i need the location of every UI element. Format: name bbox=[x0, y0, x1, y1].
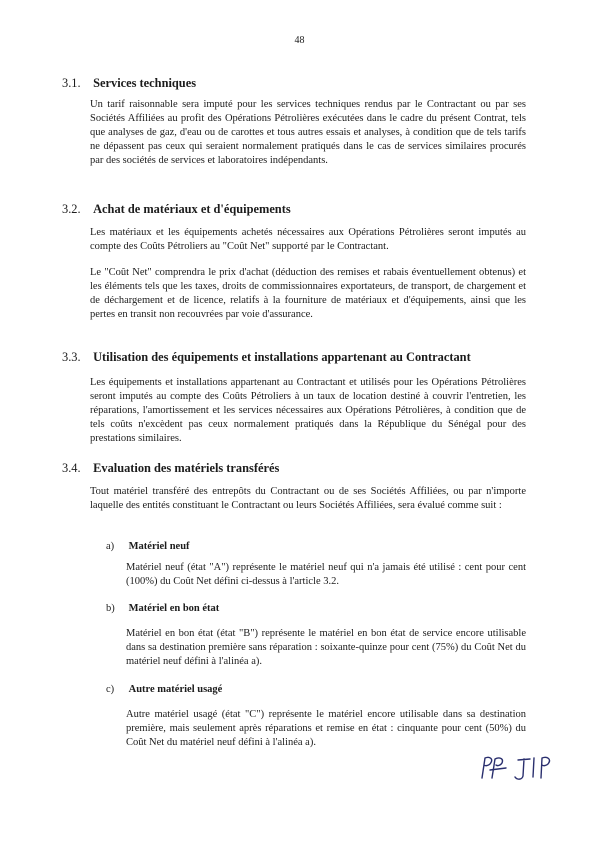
subsection-title: Matériel neuf bbox=[128, 541, 190, 552]
subsection-letter: a) bbox=[106, 541, 115, 552]
section-title: Utilisation des équipements et installations appartenant au Contractant bbox=[93, 350, 471, 364]
section-3-3-paragraph: Les équipements et installations appartenant au Contractant et utilisés pour les Opérations Pétrolières seront imputés au compte des Coûts Pétroliers à un taux de location destiné à couvrir l'entretien, les réparations, l'amortissement et les services nécessaires aux Opérations Pétrolières, à condition que de tels coûts n'excèdent pas ceux normalement pratiqués dans la République du Sénégal pour des prestations similaires. bbox=[90, 377, 526, 445]
section-3-2-paragraph-1: Les matériaux et les équipements achetés nécessaires aux Opérations Pétrolières seront imputés au compte des Coûts Pétroliers au "Coût Net" supporté par le Contractant. bbox=[90, 227, 526, 253]
section-number: 3.1. bbox=[62, 76, 81, 90]
handwritten-initials bbox=[478, 752, 560, 784]
subsection-a-text: Matériel neuf (état "A") représente le matériel neuf qui n'a jamais été utilisé : cent pour cent (100%) du Coût Net défini ci-dessus à l'article 3.2. bbox=[126, 562, 526, 588]
subsection-letter: c) bbox=[106, 684, 115, 695]
subsection-title: Autre matériel usagé bbox=[128, 684, 223, 695]
subsection-c-text: Autre matériel usagé (état "C") représente le matériel encore utilisable dans sa destination première, mais seulement après réparations et remise en état : cinquante pour cent (50%) du Coût Net du matériel neuf défini à l'alinéa a). bbox=[126, 709, 526, 749]
section-heading-3-3 bbox=[62, 350, 471, 365]
section-3-1-paragraph: Un tarif raisonnable sera imputé pour les services techniques rendus par le Contractant ou par ses Sociétés Affiliées au profit des Opérations Pétrolières exécutées dans le cadre du présent Contrat, tels que analyses de gaz, d'eau ou de carottes et tous autres essais et analyses, à condition que de tels tarifs ne dépassent pas ceux qui seraient normalement pratiqués dans le cas de services similaires procurés par des sociétés de services et laboratoires indépendants. bbox=[90, 99, 526, 167]
section-title: Evaluation des matériels transférés bbox=[93, 461, 280, 475]
section-number: 3.2. bbox=[62, 202, 81, 216]
section-number: 3.3. bbox=[62, 350, 81, 364]
subsection-b-text: Matériel en bon état (état "B") représente le matériel en bon état de service encore utilisable dans sa destination première sans réparation : soixante-quinze pour cent (75%) du Coût Net du matériel neuf défini à l'alinéa a). bbox=[126, 628, 526, 668]
section-heading-3-4 bbox=[62, 461, 279, 476]
section-3-4-paragraph: Tout matériel transféré des entrepôts du Contractant ou de ses Sociétés Affiliées, ou par n'importe laquelle des entités constituant le Contractant ou leurs Sociétés Affiliées, sera évalué comme suit : bbox=[90, 486, 526, 512]
subsection-heading-a bbox=[106, 541, 190, 552]
section-title: Achat de matériaux et d'équipements bbox=[93, 202, 291, 216]
section-3-2-paragraph-2: Le "Coût Net" comprendra le prix d'achat (déduction des remises et rabais éventuellement obtenus) et les éléments tels que les taxes, droits de commissionnaires exportateurs, de transport, de chargement et de déchargement et de licence, relatifs à la fourniture de matériaux et d'équipements, ainsi que les pertes en transit non recouvrées par voie d'assurance. bbox=[90, 267, 526, 321]
section-heading-3-2 bbox=[62, 202, 291, 217]
section-number: 3.4. bbox=[62, 461, 81, 475]
section-title: Services techniques bbox=[93, 76, 197, 90]
subsection-letter: b) bbox=[106, 603, 115, 614]
page-number: 48 bbox=[294, 35, 305, 46]
subsection-title: Matériel en bon état bbox=[128, 603, 220, 614]
section-heading-3-1 bbox=[62, 76, 196, 91]
subsection-heading-b bbox=[106, 603, 219, 614]
subsection-heading-c bbox=[106, 684, 222, 695]
